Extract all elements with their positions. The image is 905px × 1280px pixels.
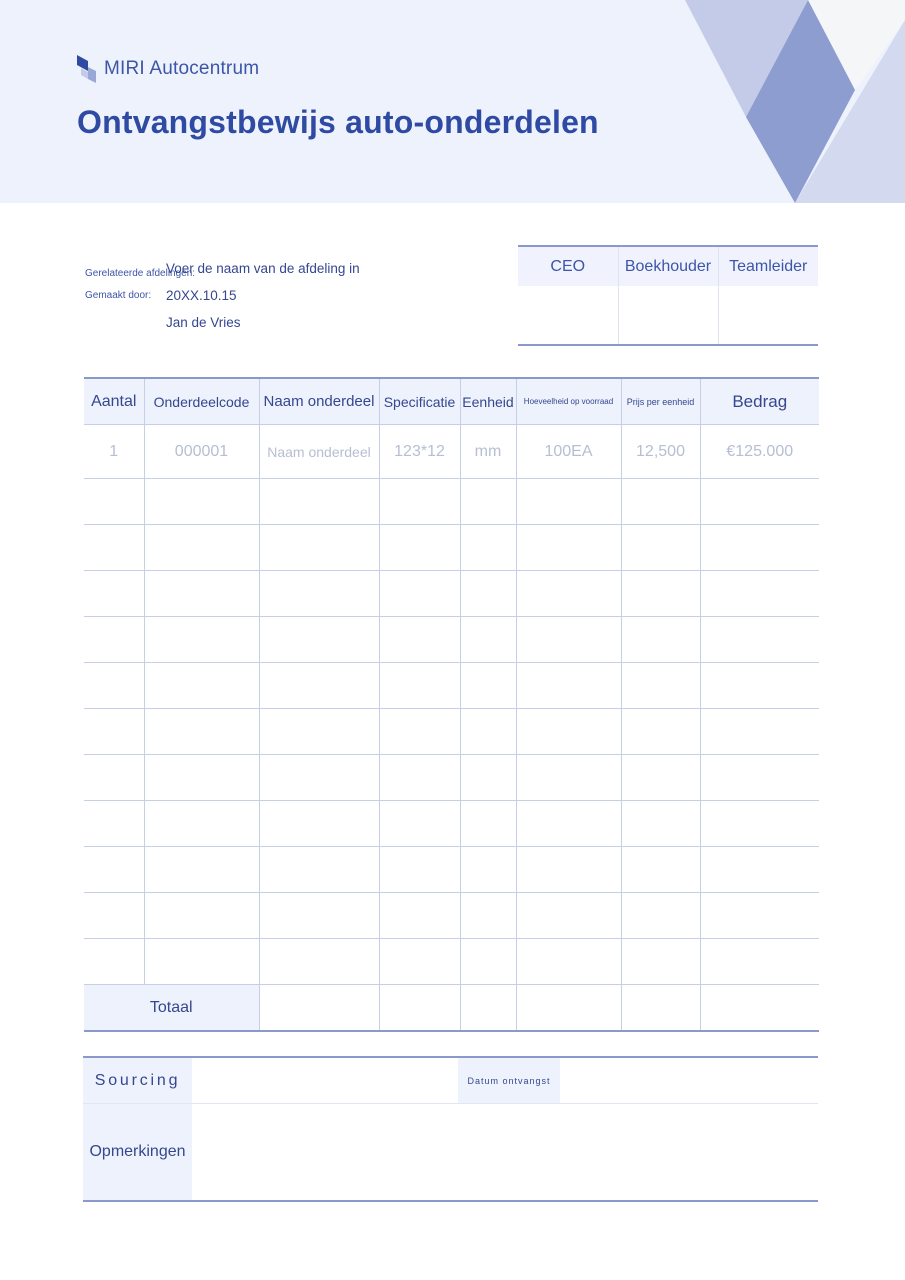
table-cell[interactable] [144,847,259,893]
table-cell[interactable] [621,709,700,755]
table-cell[interactable] [379,939,460,985]
table-cell[interactable] [621,939,700,985]
table-cell[interactable] [460,571,516,617]
table-header-row [84,378,819,425]
sourcing-field[interactable] [192,1057,458,1104]
table-cell[interactable] [259,893,379,939]
total-cell[interactable] [379,985,460,1032]
table-cell[interactable] [84,479,144,525]
department-label: Gerelateerde afdelingen: [85,268,196,279]
table-cell[interactable] [621,801,700,847]
table-cell[interactable] [84,847,144,893]
table-cell[interactable] [460,801,516,847]
parts-table [84,377,819,1032]
table-cell[interactable] [144,617,259,663]
table-cell[interactable] [516,847,621,893]
approval-header-teamlead: Teamleider [718,246,818,286]
table-cell[interactable] [259,755,379,801]
cell-part-code[interactable]: 000001 [144,425,259,479]
header-unit: Eenheid [460,378,516,425]
table-cell[interactable] [379,479,460,525]
total-label: Totaal [84,985,259,1032]
table-cell[interactable] [84,801,144,847]
table-cell[interactable] [460,847,516,893]
cell-quantity[interactable]: 1 [84,425,144,479]
total-cell[interactable] [259,985,379,1032]
table-cell[interactable] [460,755,516,801]
cell-amount[interactable]: €125.000 [700,425,819,479]
table-cell[interactable] [84,755,144,801]
table-cell[interactable] [516,755,621,801]
table-row [84,893,819,939]
brand-logo-icon [77,55,96,83]
total-cell[interactable] [460,985,516,1032]
date-value: 20XX.10.15 [166,288,237,303]
header-unit-price: Prijs per eenheid [621,378,700,425]
table-cell[interactable] [144,755,259,801]
header-part-name: Naam onderdeel [259,378,379,425]
cell-specification[interactable]: 123*12 [379,425,460,479]
table-cell[interactable] [379,709,460,755]
table-cell[interactable] [460,479,516,525]
table-cell[interactable] [700,939,819,985]
table-row [84,847,819,893]
receipt-date-label: Datum ontvangst [458,1057,560,1104]
footer-table [83,1056,818,1202]
table-cell[interactable] [379,847,460,893]
table-row [84,617,819,663]
table-cell[interactable] [259,525,379,571]
table-cell[interactable] [516,479,621,525]
table-cell[interactable] [379,893,460,939]
table-cell[interactable] [144,801,259,847]
table-row [84,663,819,709]
table-cell[interactable] [259,709,379,755]
table-cell[interactable] [144,939,259,985]
approval-signature-teamlead[interactable] [718,286,818,345]
table-cell[interactable] [516,617,621,663]
table-cell[interactable] [621,571,700,617]
total-row [84,985,819,1032]
table-cell[interactable] [144,709,259,755]
table-cell[interactable] [144,571,259,617]
table-cell[interactable] [516,801,621,847]
table-row [84,709,819,755]
table-cell[interactable] [700,663,819,709]
table-row [84,571,819,617]
page-title: Ontvangstbewijs auto-onderdelen [77,104,599,140]
table-cell[interactable] [700,893,819,939]
receipt-date-field[interactable] [560,1057,818,1104]
table-cell[interactable] [460,617,516,663]
table-cell[interactable] [144,525,259,571]
table-cell[interactable] [621,617,700,663]
header-amount: Bedrag [700,378,819,425]
table-cell[interactable] [516,893,621,939]
table-cell[interactable] [259,847,379,893]
table-cell[interactable] [460,939,516,985]
table-cell[interactable] [621,755,700,801]
table-cell[interactable] [379,525,460,571]
table-cell[interactable] [84,571,144,617]
table-cell[interactable] [700,801,819,847]
total-cell[interactable] [621,985,700,1032]
remarks-label: Opmerkingen [83,1104,192,1202]
table-cell[interactable] [460,709,516,755]
approval-signature-ceo[interactable] [518,286,618,345]
table-cell[interactable] [516,709,621,755]
table-cell[interactable] [700,709,819,755]
table-cell[interactable] [516,663,621,709]
table-cell[interactable] [700,617,819,663]
approval-header-accountant: Boekhouder [618,246,718,286]
table-cell[interactable] [84,663,144,709]
table-cell[interactable] [621,893,700,939]
table-cell[interactable] [621,847,700,893]
brand-row [77,54,259,84]
table-cell[interactable] [621,479,700,525]
table-cell[interactable] [259,801,379,847]
table-cell[interactable] [379,571,460,617]
header-specification: Specificatie [379,378,460,425]
table-row [84,525,819,571]
approval-signature-accountant[interactable] [618,286,718,345]
table-cell[interactable] [460,893,516,939]
table-cell[interactable] [460,663,516,709]
table-cell[interactable] [700,755,819,801]
table-cell[interactable] [259,939,379,985]
cell-unit-price[interactable]: 12,500 [621,425,700,479]
table-row [84,801,819,847]
table-cell[interactable] [84,893,144,939]
table-cell[interactable] [516,939,621,985]
table-row [84,939,819,985]
table-cell[interactable] [379,663,460,709]
table-cell[interactable] [144,663,259,709]
total-cell[interactable] [516,985,621,1032]
brand-name: MIRI Autocentrum [104,58,260,79]
cell-unit[interactable]: mm [460,425,516,479]
table-cell[interactable] [516,525,621,571]
table-cell[interactable] [621,525,700,571]
table-cell[interactable] [621,663,700,709]
decorative-triangles [0,0,905,203]
table-cell[interactable] [259,571,379,617]
created-by-label: Gemaakt door: [85,290,152,301]
table-cell[interactable] [259,479,379,525]
header-stock: Hoeveelheid op voorraad [516,378,621,425]
header-part-code: Onderdeelcode [144,378,259,425]
cell-part-name[interactable]: Naam onderdeel [259,425,379,479]
approval-header-ceo: CEO [518,246,618,286]
department-value: Voer de naam van de afdeling in [166,261,360,276]
table-cell[interactable] [700,571,819,617]
table-cell[interactable] [700,847,819,893]
header-quantity: Aantal [84,378,144,425]
table-row [84,479,819,525]
table-cell[interactable] [379,801,460,847]
table-cell[interactable] [144,479,259,525]
table-cell[interactable] [259,617,379,663]
remarks-field[interactable] [192,1104,818,1202]
sourcing-label: Sourcing [83,1057,192,1104]
approval-table [518,245,818,346]
table-cell[interactable] [84,617,144,663]
table-cell[interactable] [700,479,819,525]
table-cell[interactable] [460,525,516,571]
author-value: Jan de Vries [166,315,241,330]
table-cell[interactable] [700,525,819,571]
table-cell[interactable] [516,571,621,617]
table-cell[interactable] [144,893,259,939]
table-cell[interactable] [259,663,379,709]
table-row [84,755,819,801]
table-cell[interactable] [84,525,144,571]
table-cell[interactable] [84,939,144,985]
table-cell[interactable] [379,755,460,801]
table-row [84,425,819,479]
table-cell[interactable] [84,709,144,755]
cell-stock[interactable]: 100EA [516,425,621,479]
total-cell[interactable] [700,985,819,1032]
table-cell[interactable] [379,617,460,663]
